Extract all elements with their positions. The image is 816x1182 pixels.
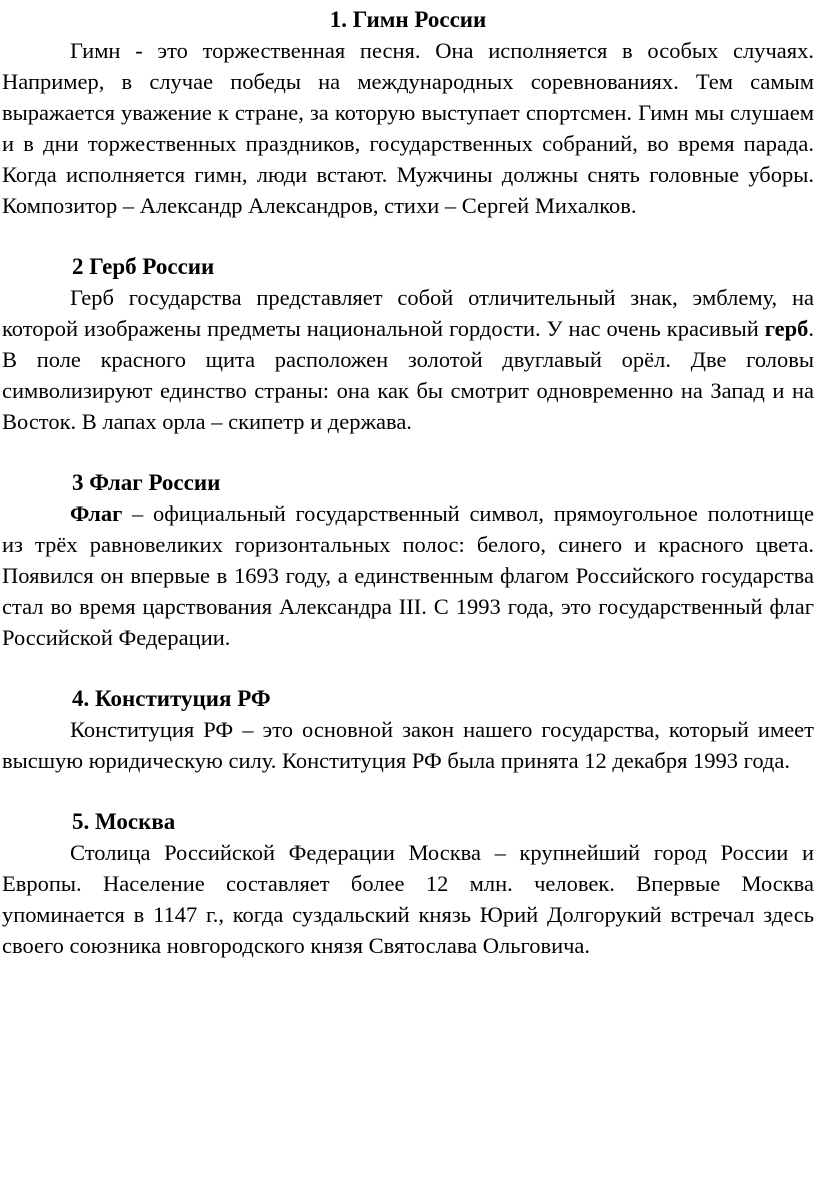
section-title-flag: 3 Флаг России xyxy=(72,470,221,495)
section-text-flag xyxy=(2,498,814,653)
text-fragment: . В поле красного щита расположен золотой двуглавый орёл. Две головы символизируют единство страны: она как бы смотрит одновременно на Запад и на Восток. В лапах орла – скипетр и держава. xyxy=(2,316,814,434)
section-title-moscow: 5. Москва xyxy=(72,809,176,834)
section-title-constitution: 4. Конституция РФ xyxy=(72,686,271,711)
bold-term-flag: Флаг xyxy=(70,501,123,526)
section-gap xyxy=(2,653,814,683)
section-text-moscow: Столица Российской Федерации Москва – крупнейший город России и Европы. Население составляет более 12 млн. человек. Впервые Москва упоминается в 1147 г., когда суздальский князь Юрий Долгорукий встречал здесь своего союзника новгородского князя Святослава Ольговича. xyxy=(2,840,814,958)
text-fragment: Герб государства представляет собой отличительный знак, эмблему, на которой изображены предметы национальной гордости. У нас очень красивый xyxy=(2,285,814,341)
section-gap xyxy=(2,221,814,251)
section-title-anthem: 1. Гимн России xyxy=(329,7,487,32)
section-title-coat-of-arms: 2 Герб России xyxy=(72,254,215,279)
section-gap xyxy=(2,776,814,806)
section-text-anthem: Гимн - это торжественная песня. Она исполняется в особых случаях. Например, в случае победы на международных соревнованиях. Тем самым выражается уважение к стране, за которую выступает спортсмен. Гимн мы слушаем и в дни торжественных праздников, государственных собраний, во время парада. Когда исполняется гимн, люди встают. Мужчины должны снять головные уборы. Композитор – Александр Александров, стихи – Сергей Михалков. xyxy=(2,38,814,218)
bold-term-gerb: герб xyxy=(764,316,809,341)
section-text-coat-of-arms xyxy=(2,282,814,437)
section-text-constitution: Конституция РФ – это основной закон нашего государства, который имеет высшую юридическую силу. Конституция РФ была принята 12 декабря 1993 года. xyxy=(2,717,814,773)
section-gap xyxy=(2,437,814,467)
text-fragment: – официальный государственный символ, прямоугольное полотнище из трёх равновеликих горизонтальных полос: белого, синего и красного цвета. Появился он впервые в 1693 году, а единственным флагом Российского государства стал во время царствования Александра III. С 1993 года, это государственный флаг Российской Федерации. xyxy=(2,501,814,650)
